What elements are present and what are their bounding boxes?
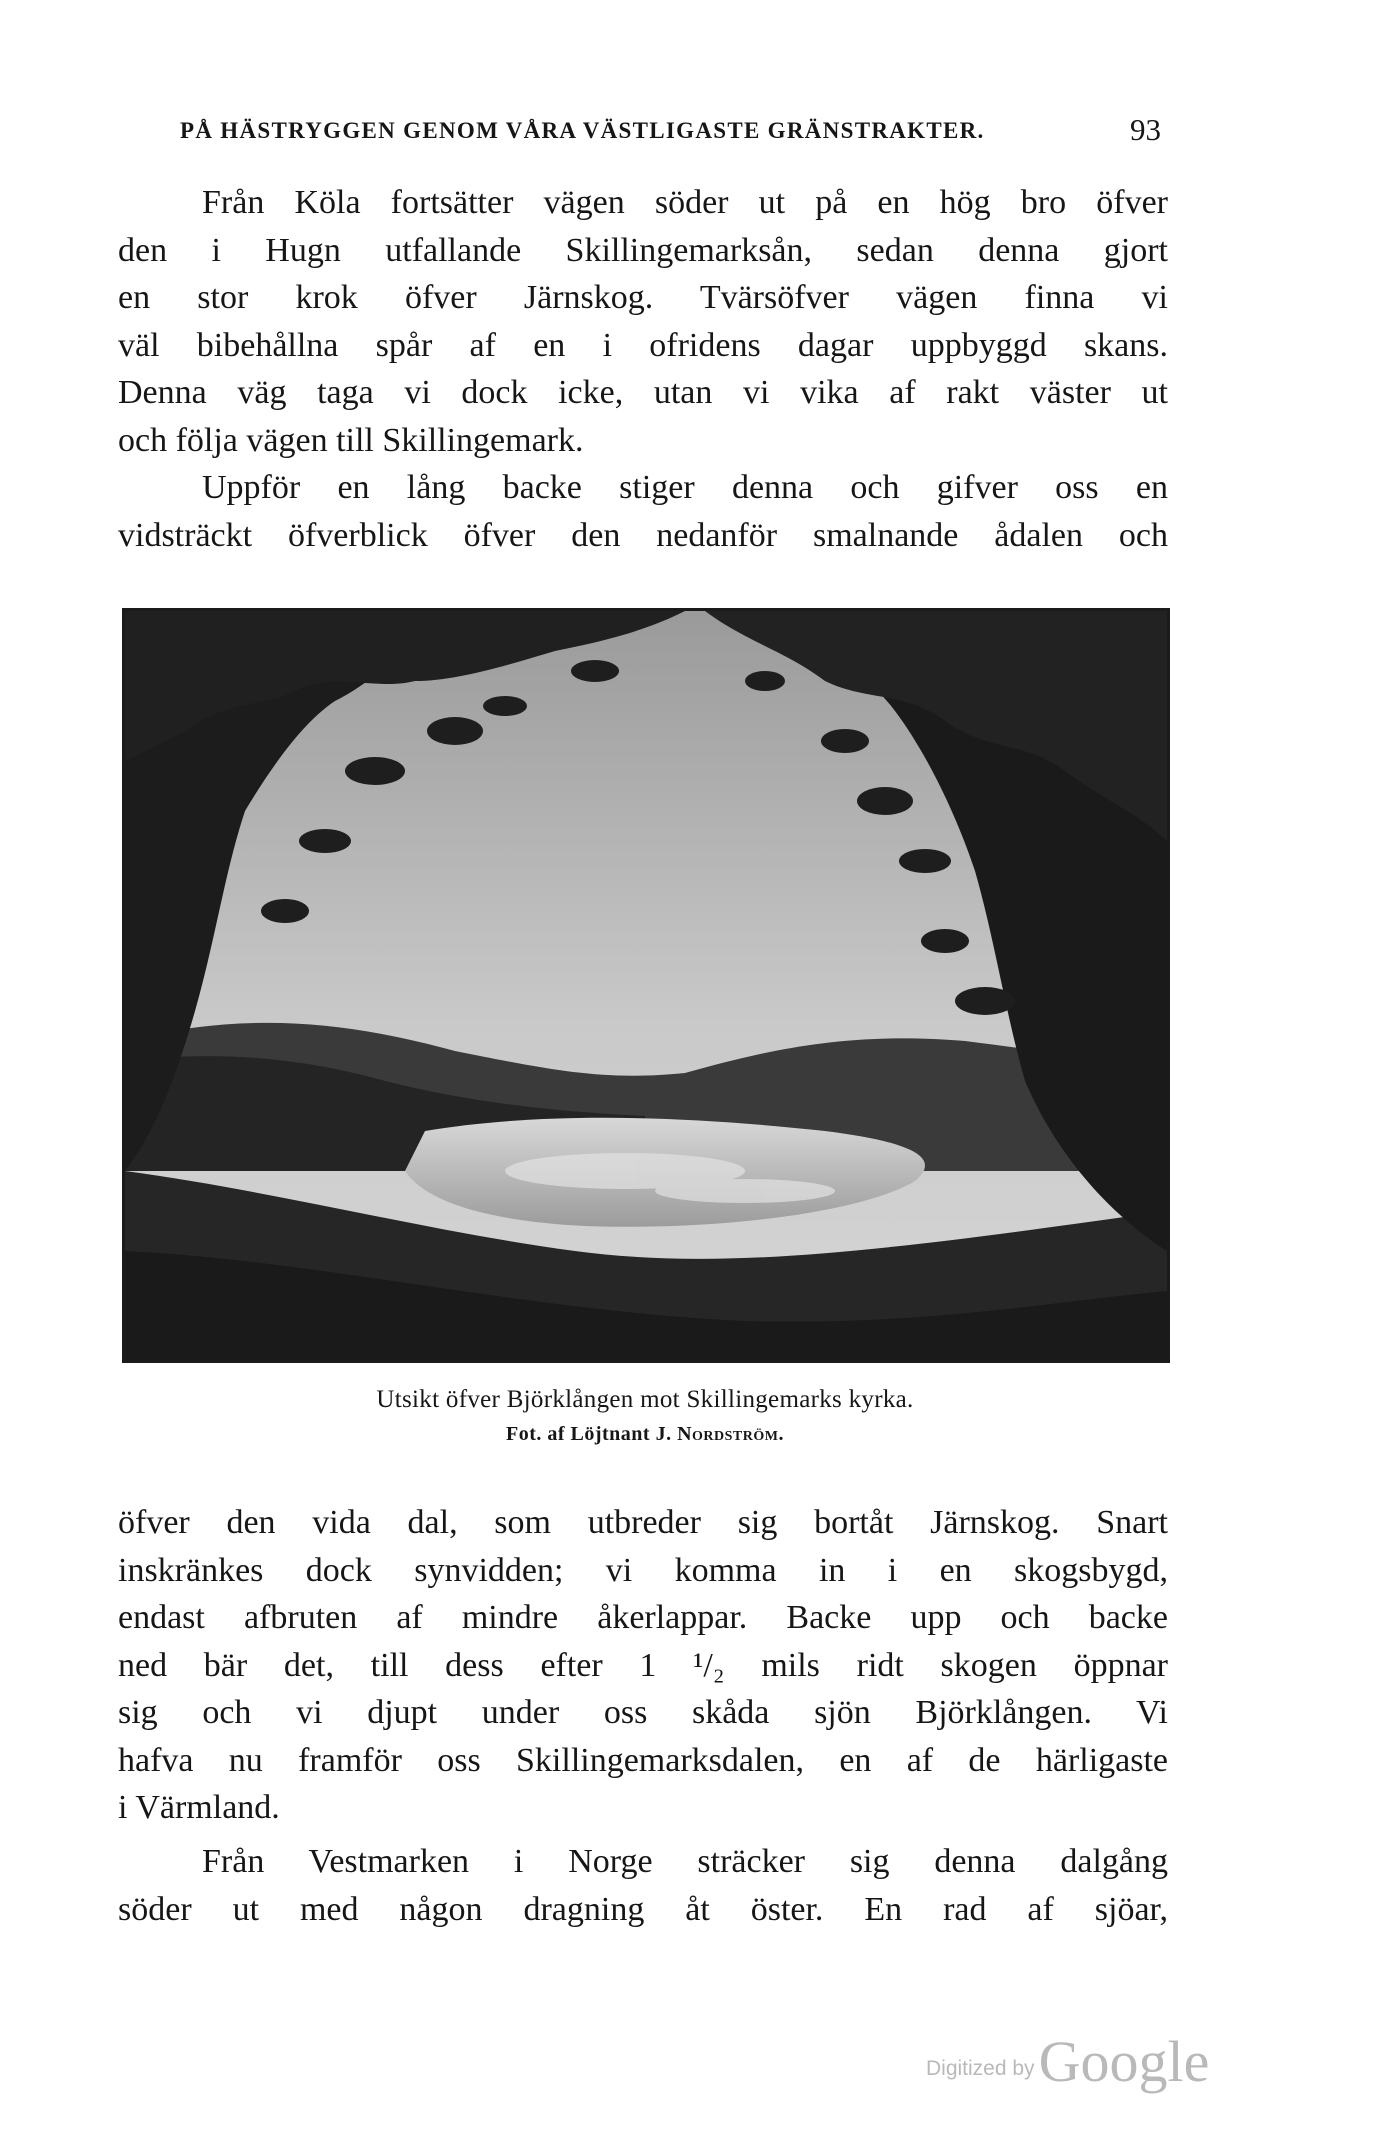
credit-name: Nordström. (677, 1423, 784, 1445)
running-title: PÅ HÄSTRYGGEN GENOM VÅRA VÄSTLIGASTE GRÄNSTRAKTER. (180, 118, 985, 143)
google-logo: Google (1038, 2029, 1210, 2094)
text-line: en stor krok öfver Järnskog. Tvärsöfver vägen finna vi (118, 279, 1168, 316)
text-line: hafva nu framför oss Skillingemarksdalen, en af de härligaste (118, 1741, 1168, 1779)
running-header (180, 118, 1140, 144)
paragraph-2 (118, 464, 1168, 559)
photo-credit (120, 1423, 1170, 1446)
text-line: vidsträckt öfverblick öfver den nedanför smalnande ådalen och (118, 516, 1168, 554)
text-line: den i Hugn utfallande Skillingemarksån, sedan denna gjort (118, 231, 1168, 269)
text-line: Denna väg taga vi dock icke, utan vi vika af rakt väster ut (118, 374, 1168, 411)
digitized-watermark (926, 2028, 1209, 2095)
text-line: Uppför en lång backe stiger denna och gifver oss en (202, 469, 1168, 506)
figure-caption: Utsikt öfver Björklången mot Skillingemarks kyrka. (376, 1386, 914, 1413)
paragraph-1 (118, 179, 1168, 464)
paragraph-3 (118, 1499, 1168, 1832)
text-line: Från Vestmarken i Norge sträcker sig denna dalgång (202, 1843, 1168, 1880)
text-line: i Värmland. (118, 1789, 280, 1826)
text-line: inskränkes dock synvidden; vi komma in i en skogsbygd, (118, 1551, 1168, 1589)
text-line: öfver den vida dal, som utbreder sig bortåt Järnskog. Snart (118, 1504, 1168, 1541)
text-line: väl bibehållna spår af en i ofridens dagar uppbyggd skans. (118, 326, 1168, 364)
watermark-prefix: Digitized by (926, 2057, 1035, 2080)
text-line: söder ut med någon dragning åt öster. En rad af sjöar, (118, 1890, 1168, 1928)
text-line: sig och vi djupt under oss skåda sjön Björklången. Vi (118, 1694, 1168, 1731)
landscape-photograph (122, 608, 1170, 1363)
photo-lake-view (125, 611, 1167, 1360)
text-line: Från Köla fortsätter vägen söder ut på en hög bro öfver (202, 184, 1168, 221)
text-line: och följa vägen till Skillingemark. (118, 421, 584, 459)
text-line: endast afbruten af mindre åkerlappar. Backe upp och backe (118, 1599, 1168, 1636)
page-number: 93 (1130, 112, 1161, 147)
paragraph-4 (118, 1838, 1168, 1933)
credit-prefix: Fot. af Löjtnant J. (505, 1423, 672, 1445)
text-line: ned bär det, till dess efter 1 ¹/₂ mils ridt skogen öppnar (118, 1646, 1168, 1684)
